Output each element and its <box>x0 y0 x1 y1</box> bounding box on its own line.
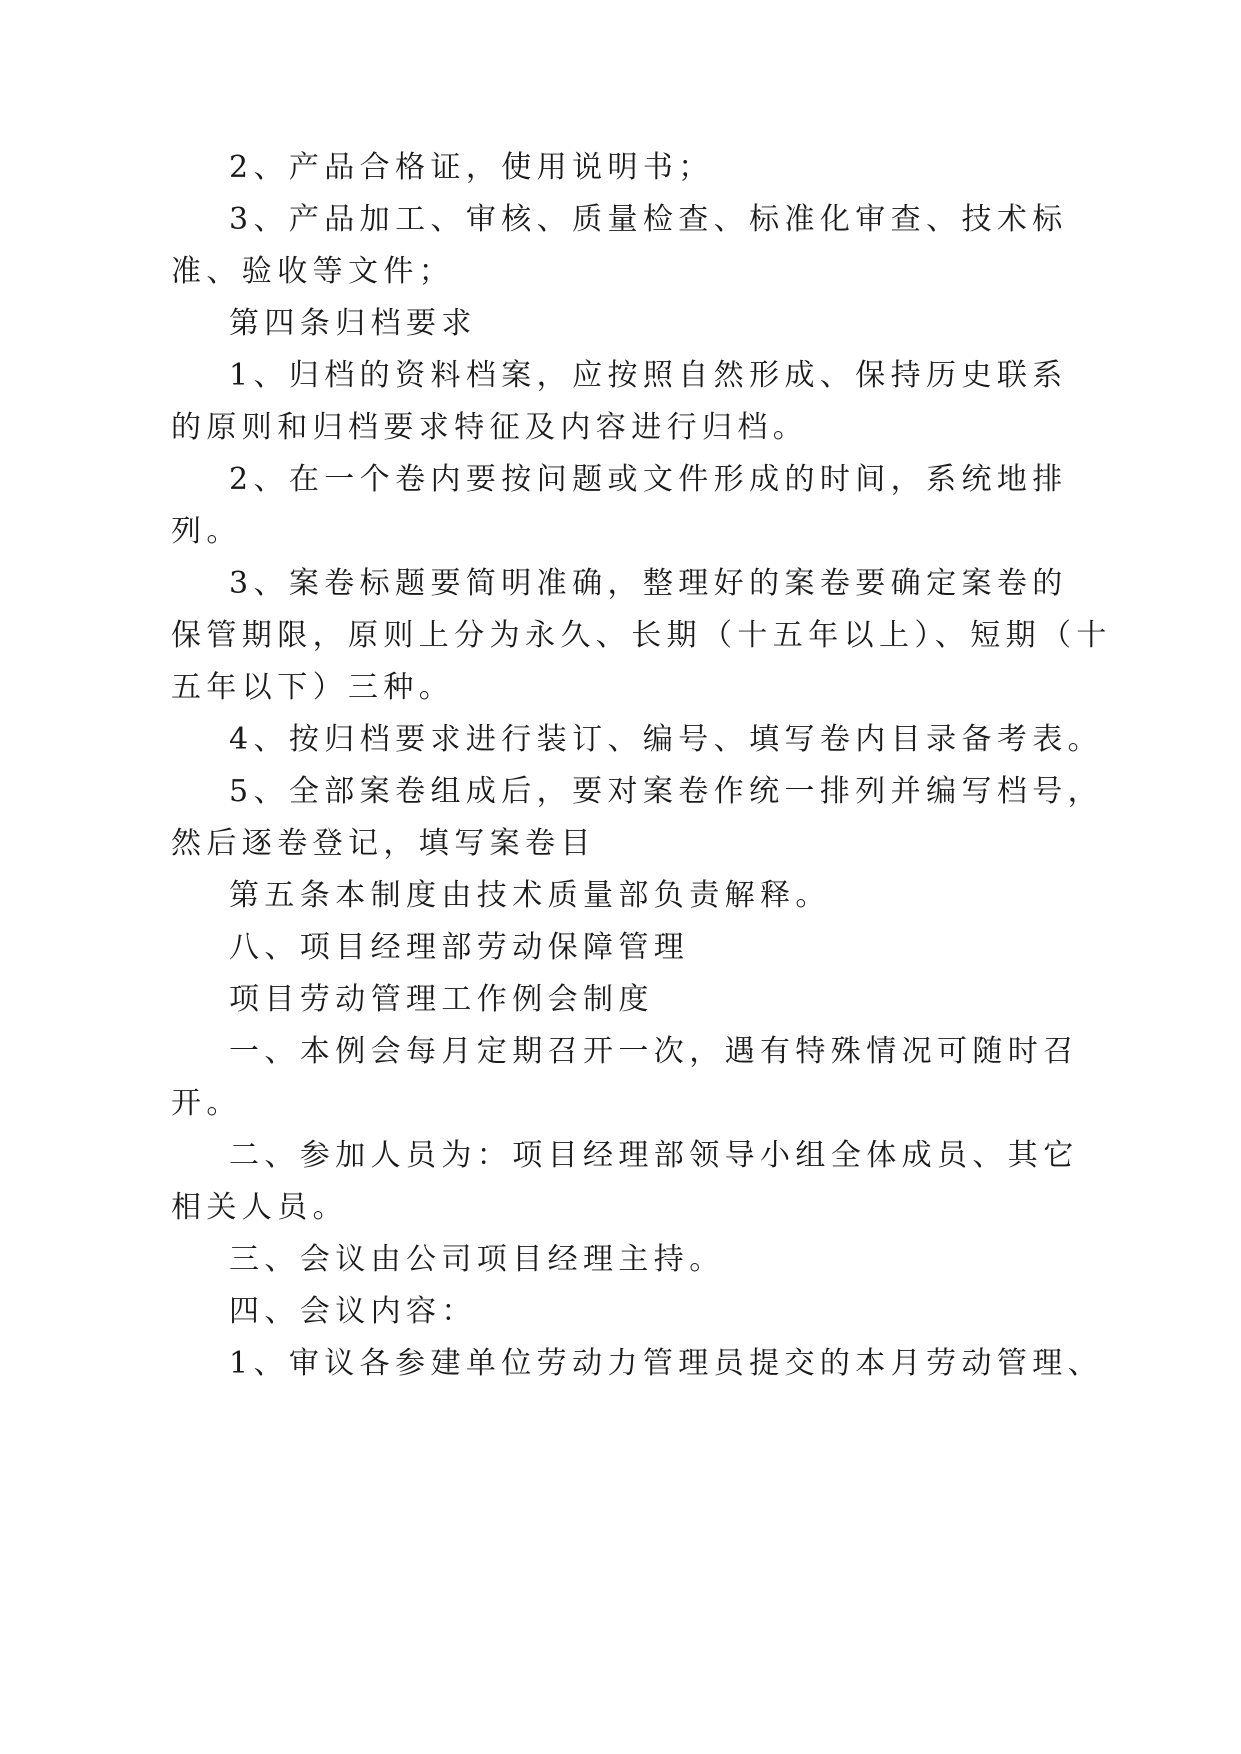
body-line: 四、会议内容： <box>229 1294 477 1329</box>
section-heading: 项目劳动管理工作例会制度 <box>229 982 654 1017</box>
body-line: 一、本例会每月定期召开一次，遇有特殊情况可随时召 <box>229 1034 1079 1069</box>
section-heading: 八、项目经理部劳动保障管理 <box>229 930 690 965</box>
body-line: 列。 <box>171 514 242 549</box>
body-line: 五年以下）三种。 <box>171 670 455 705</box>
body-line: 5、全部案卷组成后，要对案卷作统一排列并编写档号， <box>229 774 1104 809</box>
body-line: 开。 <box>171 1086 242 1121</box>
body-line: 4、按归档要求进行装订、编号、填写卷内目录备考表。 <box>229 722 1104 757</box>
body-line: 然后逐卷登记，填写案卷目 <box>171 826 596 861</box>
body-line: 1、审议各参建单位劳动力管理员提交的本月劳动管理、 <box>229 1346 1104 1381</box>
body-line: 准、验收等文件； <box>171 254 455 289</box>
section-heading: 第五条本制度由技术质量部负责解释。 <box>229 878 831 913</box>
body-line: 1、归档的资料档案，应按照自然形成、保持历史联系 <box>229 358 1068 393</box>
section-heading: 第四条归档要求 <box>229 306 477 341</box>
body-line: 三、会议由公司项目经理主持。 <box>229 1242 725 1277</box>
body-line: 3、案卷标题要简明准确，整理好的案卷要确定案卷的 <box>229 566 1068 601</box>
body-line: 保管期限，原则上分为永久、长期（十五年以上）、短期（十 <box>171 618 1112 653</box>
body-line: 3、产品加工、审核、质量检查、标准化审查、技术标 <box>229 202 1068 237</box>
body-line: 二、参加人员为：项目经理部领导小组全体成员、其它 <box>229 1138 1079 1173</box>
body-line: 相关人员。 <box>171 1190 348 1225</box>
body-line: 的原则和归档要求特征及内容进行归档。 <box>171 410 809 445</box>
body-line: 2、产品合格证，使用说明书； <box>229 150 714 185</box>
body-line: 2、在一个卷内要按问题或文件形成的时间，系统地排 <box>229 462 1068 497</box>
